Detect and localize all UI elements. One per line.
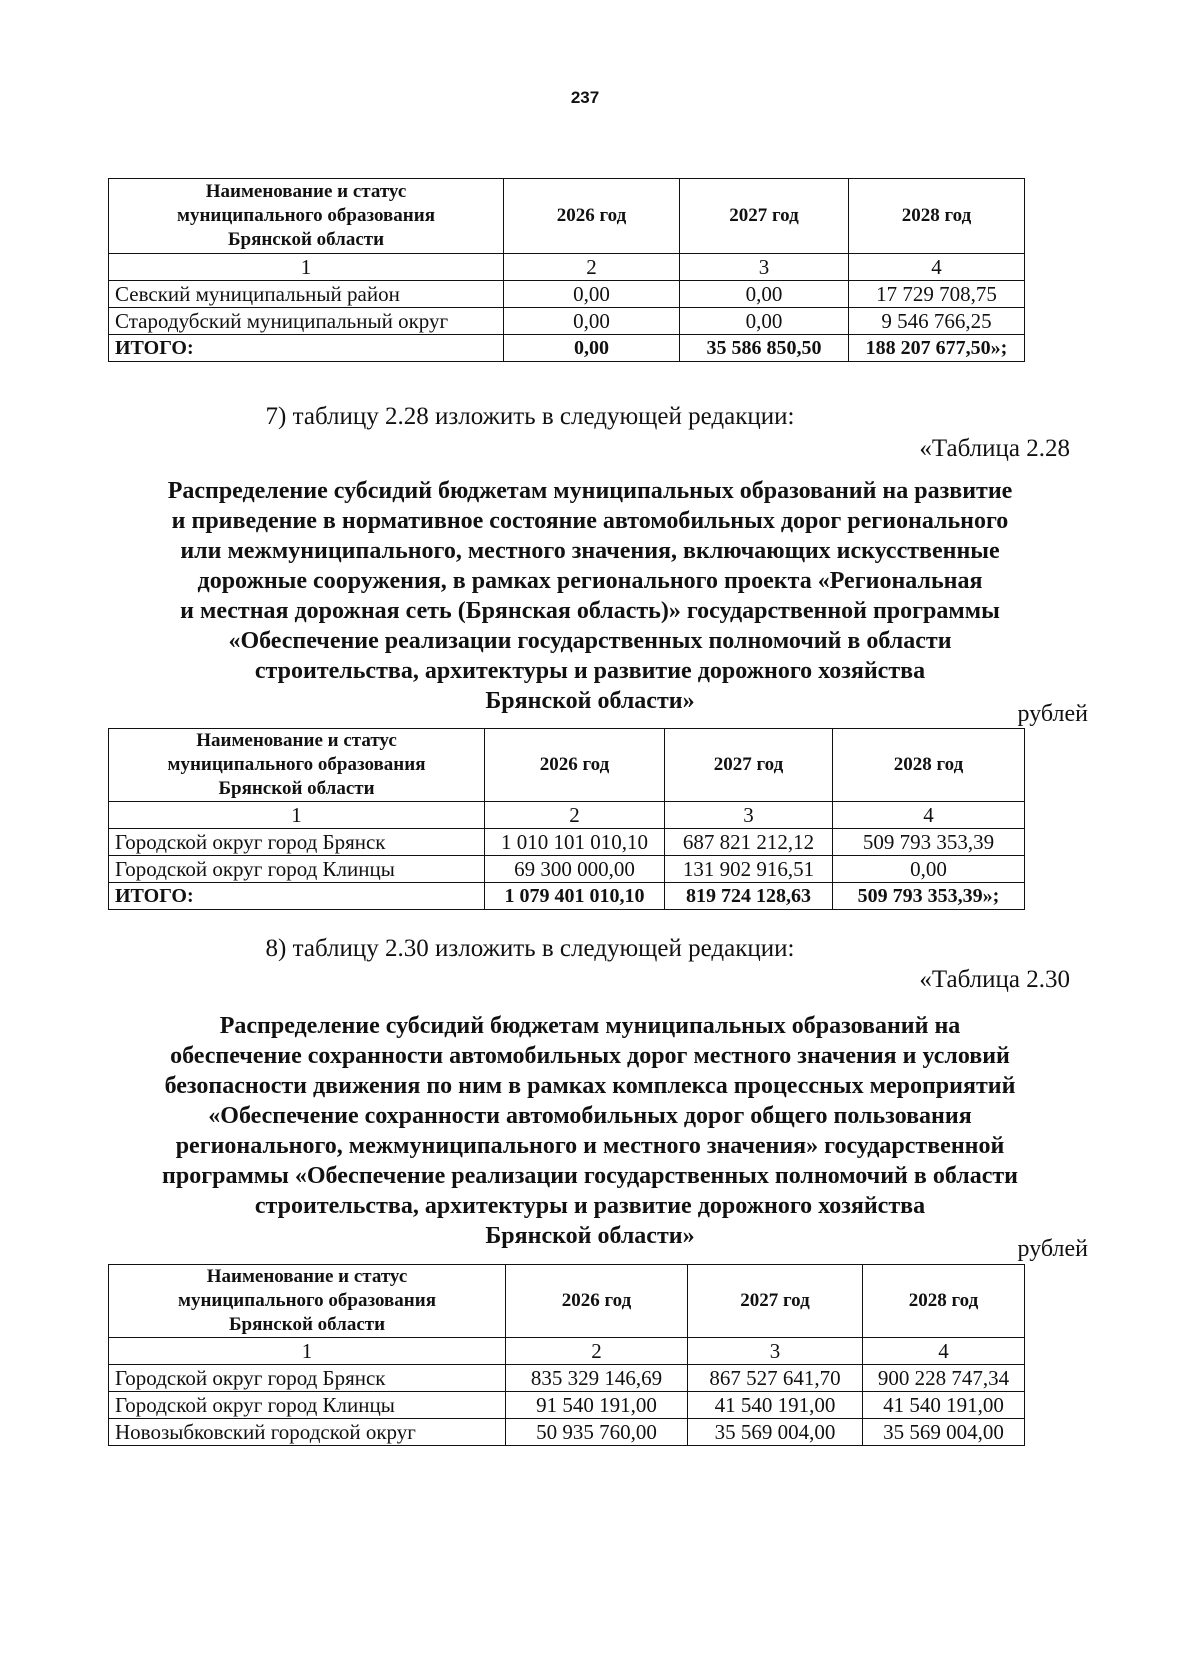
title-line: и приведение в нормативное состояние автомобильных дорог регионального	[171, 508, 1009, 534]
total-row	[109, 883, 1025, 910]
municipality-name: Городской округ город Клинцы	[109, 856, 485, 883]
column-header-2027: 2027 год	[688, 1265, 863, 1338]
subsidy-table-continued	[108, 178, 1025, 362]
title-line: строительства, архитектуры и развитие дорожного хозяйства	[254, 658, 926, 684]
value-2026: 50 935 760,00	[506, 1419, 688, 1446]
title-line: Брянской области»	[485, 1223, 695, 1249]
table-caption-2-28: «Таблица 2.28	[919, 435, 1070, 462]
municipality-name: Городской округ город Брянск	[109, 1365, 506, 1392]
column-number: 2	[506, 1338, 688, 1365]
total-row	[109, 335, 1025, 362]
value-2026: 69 300 000,00	[485, 856, 665, 883]
table-header-row	[109, 179, 1025, 254]
instruction-table-2-30: 8) таблицу 2.30 изложить в следующей редакции:	[265, 935, 795, 962]
title-line: или межмуниципального, местного значения, включающих искусственные	[180, 538, 1000, 564]
table-header-row	[109, 729, 1025, 802]
municipality-name: Городской округ город Клинцы	[109, 1392, 506, 1419]
total-label: ИТОГО:	[109, 335, 504, 362]
title-line: строительства, архитектуры и развитие дорожного хозяйства	[254, 1193, 926, 1219]
value-2027: 0,00	[680, 281, 849, 308]
value-2027: 867 527 641,70	[688, 1365, 863, 1392]
title-line: безопасности движения по ним в рамках комплекса процессных мероприятий	[164, 1073, 1016, 1099]
title-line: дорожные сооружения, в рамках регионального проекта «Региональная	[197, 568, 983, 594]
column-header-2026: 2026 год	[485, 729, 665, 802]
column-number: 1	[109, 1338, 506, 1365]
total-2028: 188 207 677,50»;	[849, 335, 1025, 362]
column-number: 4	[849, 254, 1025, 281]
section-title-2-30	[100, 1011, 1080, 1251]
value-2028: 9 546 766,25	[849, 308, 1025, 335]
title-line: Распределение субсидий бюджетам муниципальных образований на	[219, 1013, 961, 1039]
column-header-2028: 2028 год	[849, 179, 1025, 254]
column-number: 4	[863, 1338, 1025, 1365]
value-2028: 900 228 747,34	[863, 1365, 1025, 1392]
title-line: регионального, межмуниципального и местного значения» государственной	[175, 1133, 1005, 1159]
title-line: Брянской области»	[485, 688, 695, 714]
value-2028: 41 540 191,00	[863, 1392, 1025, 1419]
table-row	[109, 281, 1025, 308]
table-row	[109, 856, 1025, 883]
value-2027: 131 902 916,51	[665, 856, 833, 883]
title-line: Распределение субсидий бюджетам муниципальных образований на развитие	[167, 478, 1013, 504]
column-number: 3	[680, 254, 849, 281]
total-2028: 509 793 353,39»;	[833, 883, 1025, 910]
municipality-name: Новозыбковский городской округ	[109, 1419, 506, 1446]
total-2026: 1 079 401 010,10	[485, 883, 665, 910]
value-2027: 687 821 212,12	[665, 829, 833, 856]
title-line: программы «Обеспечение реализации государственных полномочий в области	[162, 1163, 1018, 1189]
column-header-2026: 2026 год	[504, 179, 680, 254]
value-2026: 835 329 146,69	[506, 1365, 688, 1392]
title-line: «Обеспечение реализации государственных полномочий в области	[228, 628, 952, 654]
total-2027: 819 724 128,63	[665, 883, 833, 910]
column-number: 4	[833, 802, 1025, 829]
value-2026: 91 540 191,00	[506, 1392, 688, 1419]
value-2027: 35 569 004,00	[688, 1419, 863, 1446]
column-number: 2	[485, 802, 665, 829]
table-row	[109, 1419, 1025, 1446]
column-number-row	[109, 254, 1025, 281]
column-number: 2	[504, 254, 680, 281]
total-2026: 0,00	[504, 335, 680, 362]
table-row	[109, 1392, 1025, 1419]
subsidy-table-2-28	[108, 728, 1025, 910]
units-label: рублей	[1017, 701, 1088, 727]
title-line: обеспечение сохранности автомобильных дорог местного значения и условий	[170, 1043, 1010, 1069]
column-header-2028: 2028 год	[863, 1265, 1025, 1338]
total-label: ИТОГО:	[109, 883, 485, 910]
total-2027: 35 586 850,50	[680, 335, 849, 362]
value-2026: 1 010 101 010,10	[485, 829, 665, 856]
column-header-2028: 2028 год	[833, 729, 1025, 802]
column-header-2027: 2027 год	[680, 179, 849, 254]
value-2027: 41 540 191,00	[688, 1392, 863, 1419]
title-line: «Обеспечение сохранности автомобильных дорог общего пользования	[208, 1103, 972, 1129]
column-header-name: Наименование и статус муниципального образования Брянской области	[109, 729, 485, 802]
municipality-name: Городской округ город Брянск	[109, 829, 485, 856]
column-number: 3	[665, 802, 833, 829]
column-header-name: Наименование и статус муниципального образования Брянской области	[109, 179, 504, 254]
municipality-name: Стародубский муниципальный округ	[109, 308, 504, 335]
column-number-row	[109, 1338, 1025, 1365]
value-2028: 509 793 353,39	[833, 829, 1025, 856]
section-title-2-28	[100, 476, 1080, 716]
subsidy-table-2-30	[108, 1264, 1025, 1446]
municipality-name: Севский муниципальный район	[109, 281, 504, 308]
table-header-row	[109, 1265, 1025, 1338]
column-header-2026: 2026 год	[506, 1265, 688, 1338]
value-2026: 0,00	[504, 308, 680, 335]
column-number: 3	[688, 1338, 863, 1365]
value-2026: 0,00	[504, 281, 680, 308]
value-2027: 0,00	[680, 308, 849, 335]
column-header-name: Наименование и статус муниципального образования Брянской области	[109, 1265, 506, 1338]
table-row	[109, 1365, 1025, 1392]
value-2028: 17 729 708,75	[849, 281, 1025, 308]
instruction-table-2-28: 7) таблицу 2.28 изложить в следующей редакции:	[265, 403, 795, 430]
column-header-2027: 2027 год	[665, 729, 833, 802]
column-number: 1	[109, 802, 485, 829]
table-row	[109, 829, 1025, 856]
value-2028: 35 569 004,00	[863, 1419, 1025, 1446]
units-label: рублей	[1017, 1236, 1088, 1262]
table-caption-2-30: «Таблица 2.30	[919, 966, 1070, 993]
page-number: 237	[570, 88, 600, 107]
table-row	[109, 308, 1025, 335]
value-2028: 0,00	[833, 856, 1025, 883]
title-line: и местная дорожная сеть (Брянская область)» государственной программы	[180, 598, 1000, 624]
column-number: 1	[109, 254, 504, 281]
column-number-row	[109, 802, 1025, 829]
